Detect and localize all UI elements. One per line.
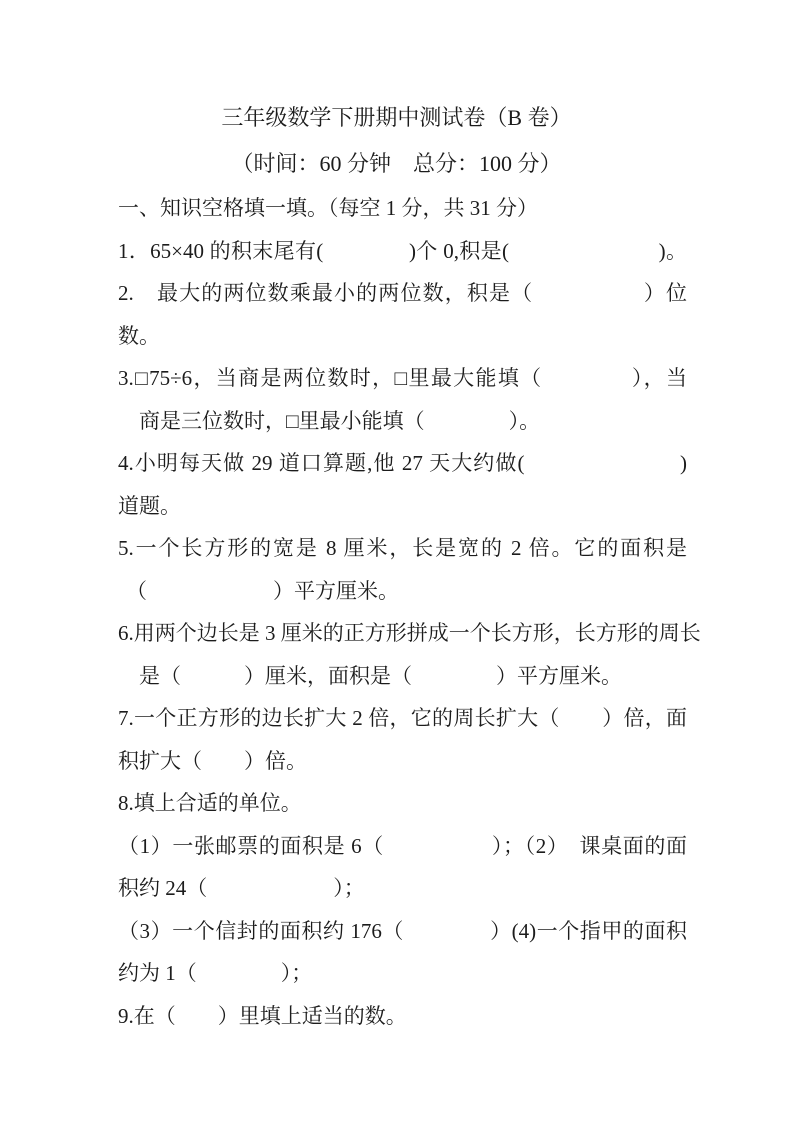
- question-8: 8.填上合适的单位。: [118, 791, 302, 815]
- question-9: 9.在（ ）里填上适当的数。: [118, 1003, 407, 1028]
- doc-body: [0, 187, 793, 1037]
- question-2: 2. 最大的两位数乘最小的两位数，积是（ ）位: [118, 281, 687, 305]
- question-6-cont: 是（ ）厘米，面积是（ ）平方厘米。: [139, 663, 622, 688]
- question-4: 4.小明每天做 29 道口算题,他 27 天大约做( ): [118, 451, 687, 475]
- question-6: 6.用两个边长是 3 厘米的正方形拼成一个长方形，长方形的周长: [118, 621, 701, 645]
- question-8-part4-cont: 约为 1（ ）；: [118, 961, 313, 985]
- question-5: 5.一个长方形的宽是 8 厘米，长是宽的 2 倍。它的面积是: [118, 536, 687, 560]
- section1-heading: 一、知识空格填一填。（每空 1 分，共 31 分）: [118, 196, 538, 220]
- question-3: 3.□75÷6，当商是两位数时，□里最大能填（ ），当: [118, 366, 687, 390]
- question-1: 1．65×40 的积末尾有( )个 0,积是( )。: [118, 238, 687, 263]
- question-7-cont: 积扩大（ ）倍。: [118, 748, 307, 773]
- question-8-part2-cont: 积约 24（ ）；: [118, 876, 365, 900]
- question-4-cont: 道题。: [118, 493, 181, 518]
- question-8-part1-2: （1）一张邮票的面积是 6（ ）；（2） 课桌面的面: [118, 833, 687, 858]
- question-8-part3-4: （3）一个信封的面积约 176（ ）(4)一个指甲的面积: [118, 918, 687, 943]
- question-5-cont: （ ）平方厘米。: [126, 578, 399, 603]
- question-7: 7.一个正方形的边长扩大 2 倍，它的周长扩大（ ）倍，面: [118, 706, 687, 730]
- question-2-cont: 数。: [118, 323, 160, 348]
- question-3-cont: 商是三位数时，□里最小能填（ ）。: [139, 408, 541, 433]
- doc-subtitle: （时间：60 分钟 总分：100 分）: [231, 151, 562, 176]
- doc-title: 三年级数学下册期中测试卷（B 卷）: [221, 105, 572, 130]
